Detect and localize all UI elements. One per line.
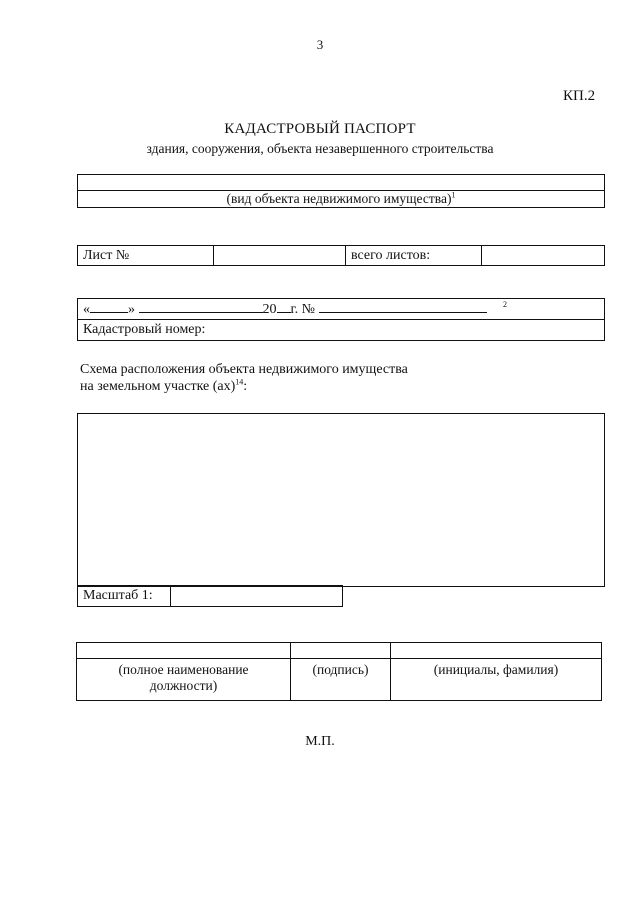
document-number-field[interactable] (319, 300, 487, 313)
object-type-field[interactable] (78, 175, 605, 191)
name-field[interactable] (391, 643, 602, 659)
total-sheets-label: всего листов: (346, 246, 482, 266)
signature-field[interactable] (291, 643, 391, 659)
page-number: 3 (316, 37, 324, 52)
day-field[interactable] (90, 300, 128, 313)
signature-caption: (подпись) (291, 659, 391, 701)
close-quote: » (128, 302, 135, 317)
name-caption: (инициалы, фамилия) (391, 659, 602, 701)
sheet-number-field[interactable] (214, 246, 346, 266)
form-code: КП.2 (563, 88, 596, 104)
object-type-table (77, 174, 605, 208)
scheme-caption-line2 (80, 378, 408, 395)
number-sign: г. № (290, 302, 316, 317)
document-subtitle: здания, сооружения, объекта незавершенного строительства (146, 141, 494, 156)
scheme-caption (80, 361, 408, 395)
sheet-label: Лист № (78, 246, 214, 266)
sheet-table (77, 245, 605, 266)
position-caption: (полное наименование должности) (77, 659, 291, 701)
cadastral-number-row (78, 320, 605, 341)
object-type-caption (78, 191, 605, 208)
document-title: КАДАСТРОВЫЙ ПАСПОРТ (224, 121, 416, 137)
scale-label: Масштаб 1: (78, 586, 171, 607)
date-number-table (77, 298, 605, 341)
year-field[interactable] (277, 300, 291, 313)
position-field[interactable] (77, 643, 291, 659)
footnote-1: 1 (451, 190, 456, 200)
year-prefix: 20 (262, 302, 277, 317)
cadastral-number-label: Кадастровый номер: (83, 322, 206, 337)
month-field[interactable] (139, 300, 263, 313)
scale-table (77, 585, 343, 607)
open-quote: « (83, 302, 90, 317)
scheme-drawing-area[interactable] (77, 413, 605, 587)
date-number-row: « » 20 г. № 2 (78, 299, 605, 320)
stamp-placeholder: М.П. (305, 734, 335, 749)
scheme-caption-line2-text: на земельном участке (ах) (80, 379, 236, 394)
scale-field[interactable] (171, 586, 343, 607)
scheme-colon: : (243, 379, 248, 394)
scheme-caption-line1: Схема расположения объекта недвижимого имущества (80, 362, 408, 377)
object-type-caption-text: (вид объекта недвижимого имущества) (226, 191, 452, 206)
footnote-14: 14 (235, 377, 244, 387)
signature-table (76, 642, 602, 701)
total-sheets-field[interactable] (482, 246, 605, 266)
